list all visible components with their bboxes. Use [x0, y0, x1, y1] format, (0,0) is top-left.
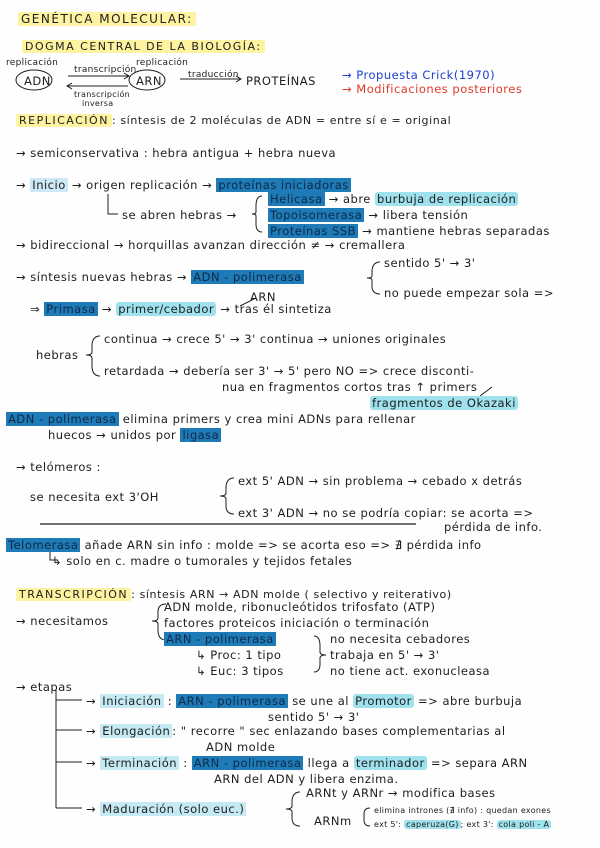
- caps-text: ext 5': caperuza(G) ; ext 3': cola poli - A: [374, 820, 550, 829]
- initiation-direction: sentido 5' → 3': [268, 710, 360, 724]
- adn-label: ADN: [24, 74, 51, 88]
- no-exonuclease-text: no tiene act. exonucleasa: [330, 664, 491, 678]
- protein-factors-line: factores proteicos iniciación o terminación: [164, 616, 430, 630]
- template-dna-line: ADN molde, ribonucleótidos trifosfato (ATP): [164, 600, 436, 614]
- mrna-label: ARNm: [314, 814, 352, 828]
- transcription-label: transcripción: [74, 65, 137, 75]
- termination-release: ARN del ADN y libera enzima.: [214, 772, 399, 786]
- brace-icon: [252, 196, 262, 232]
- trna-rrna-line: ARNt y ARNr → modifica bases: [306, 786, 496, 800]
- primase-line: ⇒ Primasa → primer/cebador → tras él sintetiza: [30, 302, 332, 316]
- ssb-line: Proteínas SSB → mantiene hebras separadas: [270, 224, 550, 238]
- modifications-note: → Modificaciones posteriores: [342, 82, 523, 96]
- rna-polymerase-label: ARN - polimerasa: [166, 632, 274, 646]
- replication-heading: REPLICACIÓN : síntesis de 2 moléculas de ADN = entre sí e = original: [16, 114, 451, 128]
- prok-types: ↳ Proc: 1 tipo: [196, 648, 282, 662]
- brace-icon: [286, 792, 300, 826]
- strands-open-text: se abren hebras →: [122, 208, 237, 222]
- reverse-transcription-label: transcripción: [74, 90, 131, 99]
- translation-label: traducción: [188, 70, 239, 80]
- euk-types: ↳ Euc: 3 tipos: [196, 664, 284, 678]
- we-need-label: → necesitamos: [16, 614, 109, 628]
- dogma-heading: DOGMA CENTRAL DE LA BIOLOGÍA:: [22, 40, 265, 54]
- bidirectional-line: → bidireccional → horquillas avanzan dirección ≠ → cremallera: [16, 238, 406, 252]
- semiconservative-line: → semiconservativa : hebra antigua + hebra nueva: [16, 146, 337, 160]
- ext5-text: ext 5' ADN → sin problema → cebado x detrás: [238, 474, 523, 488]
- remove-introns-text: elimina intrones (∄ info) : quedan exones: [374, 806, 551, 815]
- replication-label-rna: replicación: [136, 58, 189, 68]
- arn-label: ARN: [136, 74, 162, 88]
- replication-label: replicación: [6, 58, 59, 68]
- hook-arrow-icon: [108, 194, 118, 214]
- oh-needed-text: se necesita ext 3'OH: [30, 490, 159, 504]
- direction-text: sentido 5' → 3': [384, 256, 476, 270]
- telomerase-line: Telomerasa añade ARN sin info : molde => se acorta eso => ∄ pérdida info: [8, 538, 482, 552]
- stem-cells-line: ↳ solo en c. madre o tumorales y tejidos fetales: [52, 554, 353, 568]
- helicase-line: Helicasa → abre burbuja de replicación: [270, 192, 517, 206]
- polymerase-removes-line: ADN - polimerasa elimina primers y crea mini ADNs para rellenar: [8, 412, 416, 426]
- leading-strand-line: continua → crece 5' → 3' continua → uniones originales: [104, 332, 447, 346]
- arn-small-label: ARN: [250, 290, 276, 304]
- brace-icon: [220, 478, 234, 514]
- proteins-label: PROTEÍNAS: [246, 74, 316, 88]
- info-loss-text: pérdida de info.: [444, 520, 543, 534]
- start-line: → Inicio → origen replicación → proteínas iniciadoras: [16, 178, 349, 192]
- brace-icon: [314, 636, 326, 672]
- brace-icon: [86, 336, 100, 376]
- lagging-strand-line-2: nua en fragmentos cortos tras ↑ primers: [222, 380, 478, 394]
- okazaki-fragments: fragmentos de Okazaki: [372, 396, 516, 410]
- elongation-template: ADN molde: [206, 740, 276, 754]
- stages-label: → etapas: [16, 680, 73, 694]
- initiation-line: → Iniciación : ARN - polimerasa se une al Promotor => abre burbuja: [86, 694, 523, 708]
- topoisomerase-line: Topoisomerasa → libera tensión: [270, 208, 469, 222]
- maturation-line: → Maduración (solo euc.): [86, 802, 245, 816]
- works-direction-text: trabaja en 5' → 3': [330, 648, 440, 662]
- brace-icon: [367, 262, 380, 294]
- synthesis-line: → síntesis nuevas hebras → ADN - polimerasa: [16, 270, 302, 284]
- telomeres-heading: → telómeros :: [16, 460, 101, 474]
- strands-label: hebras: [36, 348, 79, 362]
- termination-line: → Terminación : ARN - polimerasa llega a terminador => separa ARN: [86, 756, 528, 770]
- elongation-line: → Elongación : " recorre " sec enlazando bases complementarias al: [86, 724, 506, 738]
- page-title: GENÉTICA MOLECULAR:: [18, 12, 196, 26]
- ext3-text: ext 3' ADN → no se podría copiar: se acorta =>: [238, 506, 534, 520]
- gaps-line: huecos → unidos por ligasa: [48, 428, 220, 442]
- crick-note: → Propuesta Crick(1970): [342, 68, 496, 82]
- lagging-strand-line: retardada → debería ser 3' → 5' pero NO => crece disconti-: [104, 364, 475, 378]
- transcription-heading: TRANSCRIPCIÓN : síntesis ARN → ADN molde ( selectivo y reiterativo): [16, 588, 452, 602]
- cannot-start-text: no puede empezar sola =>: [384, 286, 554, 300]
- no-primers-text: no necesita cebadores: [330, 632, 471, 646]
- reverse-transcription-label-2: inversa: [82, 99, 114, 108]
